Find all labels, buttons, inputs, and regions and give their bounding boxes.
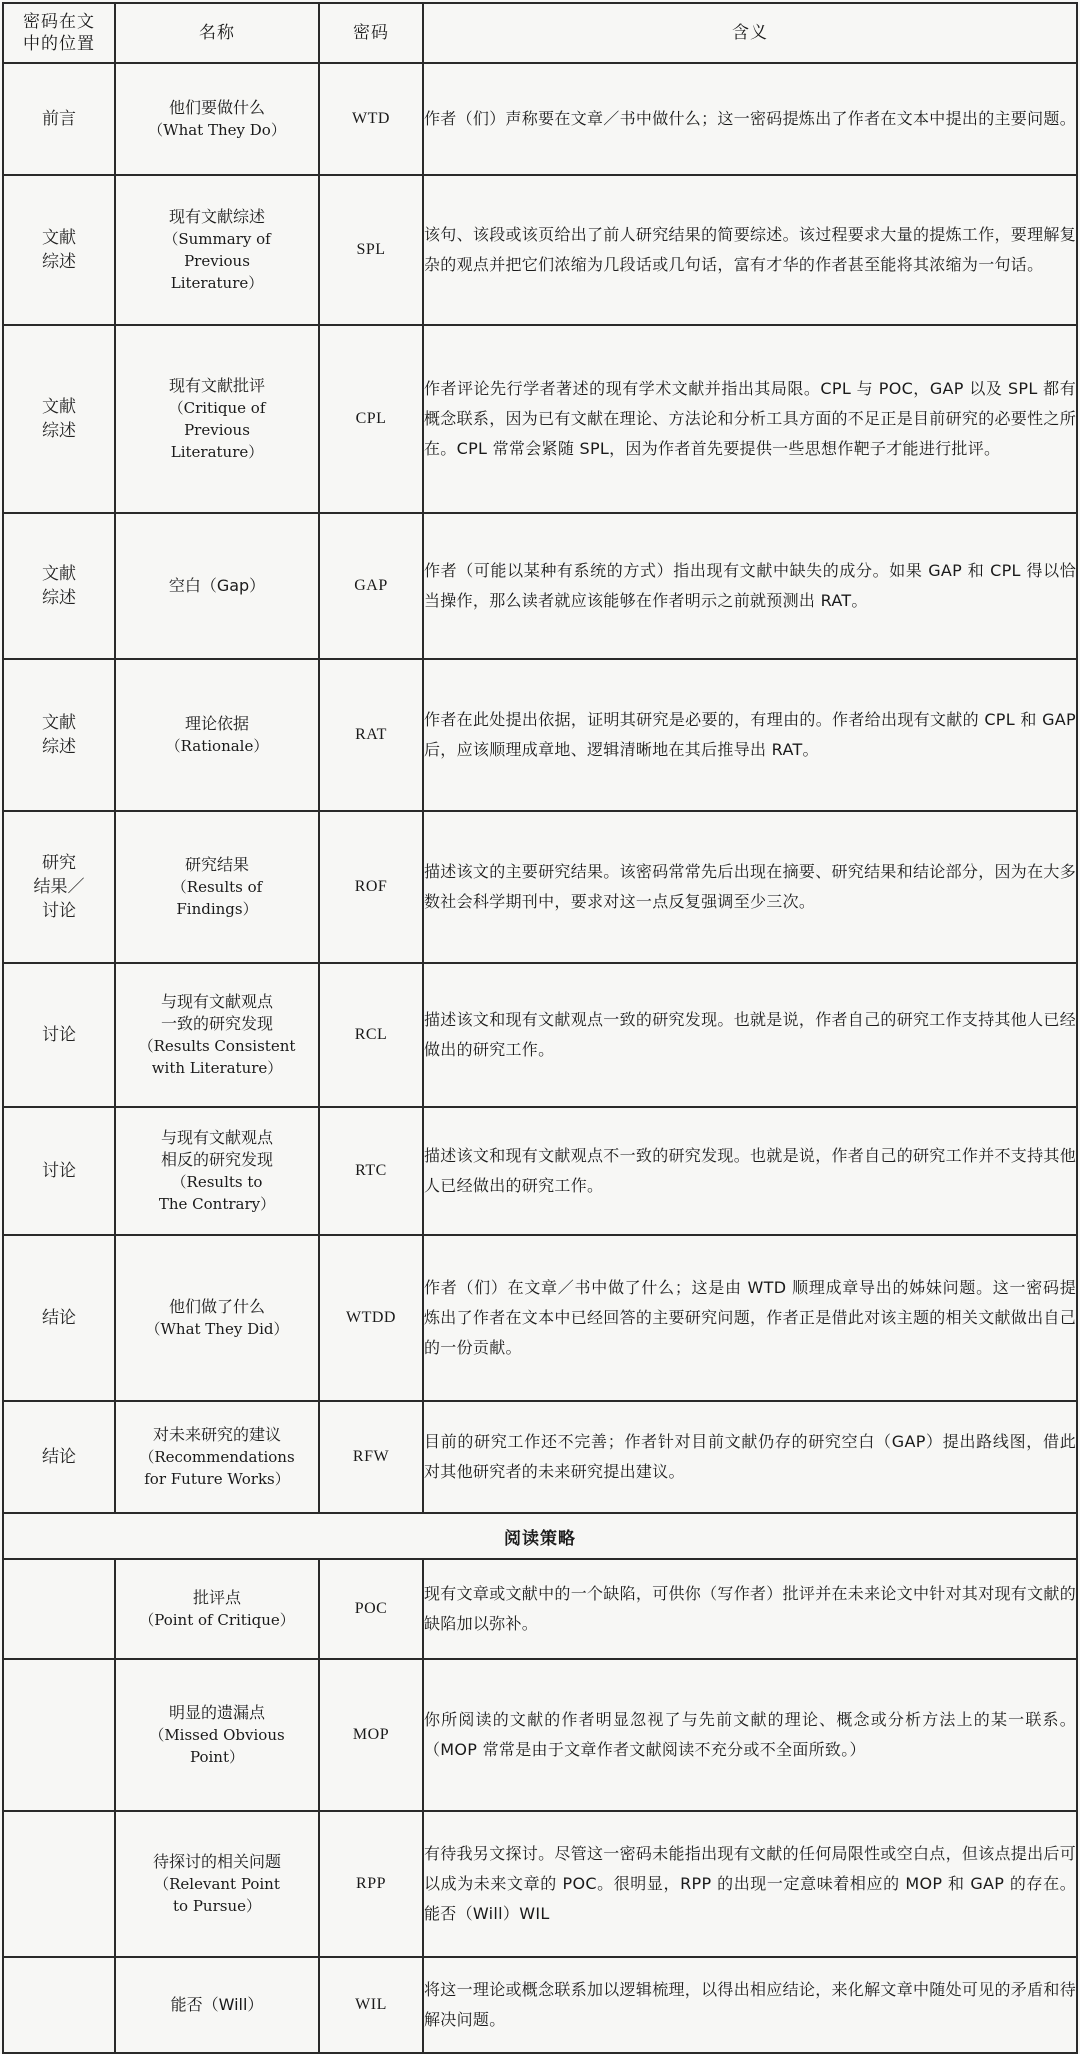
row-name-en: （Results Consistent with Literature） [138, 1037, 296, 1077]
table-row [3, 1559, 1077, 1659]
row-name [115, 1107, 319, 1235]
row-meaning: 描述该文和现有文献观点一致的研究发现。也就是说，作者自己的研究工作支持其他人已经做出的研究工作。 [423, 963, 1077, 1107]
row-position [3, 1559, 115, 1659]
header-name: 名称 [115, 3, 319, 63]
row-code: POC [319, 1559, 423, 1659]
row-position: 结论 [3, 1401, 115, 1513]
table-row [3, 1659, 1077, 1811]
row-code: ROF [319, 811, 423, 963]
row-name [115, 513, 319, 659]
table-row [3, 659, 1077, 811]
row-code: RCL [319, 963, 423, 1107]
row-meaning: 作者（们）在文章／书中做了什么；这是由 WTD 顺理成章导出的姊妹问题。这一密码提炼出了作者在文本中已经回答的主要研究问题，作者正是借此对该主题的相关文献做出自己的一份贡献。 [423, 1235, 1077, 1401]
row-name [115, 63, 319, 175]
row-name-en: （What They Did） [145, 1320, 289, 1338]
row-name [115, 175, 319, 325]
row-meaning: 作者在此处提出依据，证明其研究是必要的，有理由的。作者给出现有文献的 CPL 和 GAP 后，应该顺理成章地、逻辑清晰地在其后推导出 RAT。 [423, 659, 1077, 811]
table-row [3, 513, 1077, 659]
strategy-rows [3, 1559, 1077, 2053]
row-name-zh: 与现有文献观点 一致的研究发现 [160, 992, 273, 1033]
row-meaning: 作者评论先行学者著述的现有学术文献并指出其局限。CPL 与 POC，GAP 以及 SPL 都有概念联系，因为已有文献在理论、方法论和分析工具方面的不足正是目前研究的必要性之所在。CPL 常常会紧随 SPL，因为作者首先要提供一些思想作靶子才能进行批评。 [423, 325, 1077, 513]
row-meaning: 你所阅读的文献的作者明显忽视了与先前文献的理论、概念或分析方法上的某一联系。（MOP 常常是由于文章作者文献阅读不充分或不全面所致。） [423, 1659, 1077, 1811]
row-name-en: （Recommendations for Future Works） [139, 1448, 295, 1488]
section-divider [3, 1513, 1077, 1559]
table-row [3, 63, 1077, 175]
row-name [115, 1957, 319, 2053]
row-position: 研究 结果／ 讨论 [3, 811, 115, 963]
row-meaning: 描述该文的主要研究结果。该密码常常先后出现在摘要、研究结果和结论部分，因为在大多数社会科学期刊中，要求对这一点反复强调至少三次。 [423, 811, 1077, 963]
row-position [3, 1957, 115, 2053]
row-name-zh: 理论依据 [184, 714, 249, 733]
table-row [3, 325, 1077, 513]
row-position: 讨论 [3, 1107, 115, 1235]
table-row [3, 1957, 1077, 2053]
header-meaning: 含义 [423, 3, 1077, 63]
table-row [3, 1235, 1077, 1401]
row-name-en: （Point of Critique） [139, 1611, 295, 1629]
section-title: 阅读策略 [3, 1513, 1077, 1559]
header-code: 密码 [319, 3, 423, 63]
row-code: GAP [319, 513, 423, 659]
row-code: WTDD [319, 1235, 423, 1401]
row-position [3, 1659, 115, 1811]
row-name-en: （Summary of Previous Literature） [163, 230, 271, 292]
row-name-zh: 能否（Will） [170, 1995, 264, 2014]
row-meaning: 作者（们）声称要在文章／书中做什么；这一密码提炼出了作者在文本中提出的主要问题。 [423, 63, 1077, 175]
row-position [3, 1811, 115, 1957]
row-name [115, 1559, 319, 1659]
table-row [3, 963, 1077, 1107]
row-name-zh: 现有文献批评 [168, 376, 265, 395]
row-name [115, 1659, 319, 1811]
row-name-zh: 现有文献综述 [168, 207, 265, 226]
table-row [3, 1811, 1077, 1957]
row-name-zh: 待探讨的相关问题 [152, 1852, 281, 1871]
row-name-en: （Results to The Contrary） [158, 1173, 276, 1213]
row-position: 文献 综述 [3, 659, 115, 811]
row-meaning: 该句、该段或该页给出了前人研究结果的简要综述。该过程要求大量的提炼工作，要理解复杂的观点并把它们浓缩为几段话或几句话，富有才华的作者甚至能将其浓缩为一句话。 [423, 175, 1077, 325]
row-position: 文献 综述 [3, 513, 115, 659]
table-row [3, 811, 1077, 963]
row-position: 文献 综述 [3, 325, 115, 513]
row-name [115, 1235, 319, 1401]
row-meaning: 有待我另文探讨。尽管这一密码未能指出现有文献的任何局限性或空白点，但该点提出后可以成为未来文章的 POC。很明显，RPP 的出现一定意味着相应的 MOP 和 GAP 的存在。能否（Will）WIL [423, 1811, 1077, 1957]
row-code: RAT [319, 659, 423, 811]
reading-codes-table [2, 2, 1078, 2054]
row-code: WTD [319, 63, 423, 175]
row-name-en: （Rationale） [165, 737, 269, 755]
row-name-zh: 批评点 [192, 1588, 241, 1607]
row-name-en: （Results of Findings） [171, 878, 263, 918]
row-name [115, 325, 319, 513]
row-position: 讨论 [3, 963, 115, 1107]
row-code: SPL [319, 175, 423, 325]
table-row [3, 1107, 1077, 1235]
row-name-zh: 明显的遗漏点 [168, 1703, 265, 1722]
row-name-zh: 他们做了什么 [168, 1297, 265, 1316]
row-name-zh: 研究结果 [184, 855, 249, 874]
row-name [115, 1401, 319, 1513]
table-row [3, 1401, 1077, 1513]
row-name-en: （Critique of Previous Literature） [168, 399, 266, 461]
main-rows [3, 63, 1077, 1513]
row-code: MOP [319, 1659, 423, 1811]
row-name [115, 811, 319, 963]
row-position: 结论 [3, 1235, 115, 1401]
row-code: WIL [319, 1957, 423, 2053]
row-name [115, 659, 319, 811]
row-name-en: （Relevant Point to Pursue） [154, 1875, 280, 1915]
row-name-zh: 与现有文献观点 相反的研究发现 [160, 1128, 273, 1169]
row-code: RPP [319, 1811, 423, 1957]
table-row [3, 175, 1077, 325]
row-meaning: 目前的研究工作还不完善；作者针对目前文献仍存的研究空白（GAP）提出路线图，借此对其他研究者的未来研究提出建议。 [423, 1401, 1077, 1513]
header-row [3, 3, 1077, 63]
row-meaning: 作者（可能以某种有系统的方式）指出现有文献中缺失的成分。如果 GAP 和 CPL 得以恰当操作，那么读者就应该能够在作者明示之前就预测出 RAT。 [423, 513, 1077, 659]
row-code: RTC [319, 1107, 423, 1235]
row-meaning: 现有文章或文献中的一个缺陷，可供你（写作者）批评并在未来论文中针对其对现有文献的缺陷加以弥补。 [423, 1559, 1077, 1659]
row-meaning: 描述该文和现有文献观点不一致的研究发现。也就是说，作者自己的研究工作并不支持其他人已经做出的研究工作。 [423, 1107, 1077, 1235]
row-name-zh: 空白（Gap） [168, 576, 266, 595]
row-name [115, 1811, 319, 1957]
row-position: 前言 [3, 63, 115, 175]
row-name-en: （Missed Obvious Point） [149, 1726, 285, 1766]
row-name [115, 963, 319, 1107]
row-code: RFW [319, 1401, 423, 1513]
row-name-zh: 他们要做什么 [168, 98, 265, 117]
row-name-zh: 对未来研究的建议 [152, 1425, 281, 1444]
header-position: 密码在文 中的位置 [3, 3, 115, 63]
row-meaning: 将这一理论或概念联系加以逻辑梳理，以得出相应结论，来化解文章中随处可见的矛盾和待解决问题。 [423, 1957, 1077, 2053]
row-code: CPL [319, 325, 423, 513]
row-position: 文献 综述 [3, 175, 115, 325]
row-name-en: （What They Do） [148, 121, 286, 139]
